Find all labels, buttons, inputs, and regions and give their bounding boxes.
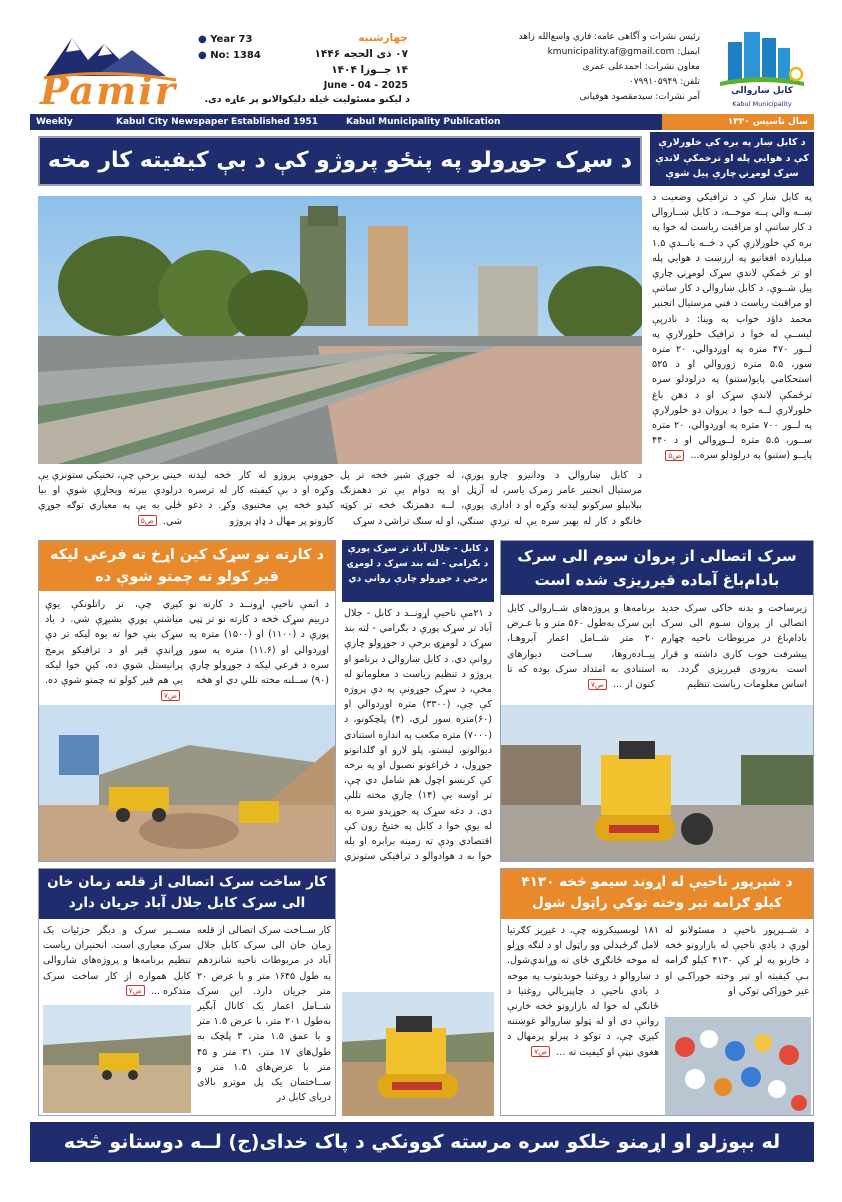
date-gregorian: June - 04 - 2025	[323, 80, 408, 91]
bagrami-headline: د کابل - جلال آباد تر سړک پورې د بګرامي - لته بند سړک د لومړۍ برخې د جوړولو چارې روانې دي	[342, 540, 494, 602]
bagrami-continued	[342, 868, 494, 1116]
staff-line: معاون نشرات: احمدعلی عمری	[582, 62, 700, 72]
parwan-col-left: برنامه‌ها و پروژه‌های شــاروالی کابل این سرک به‌طول ۵۶۰ متر و با عـرض ۲۰ متر شــامل اعمار آبروهـا، پیــاده‌روها، ســاخت دیوارهای استنادی به امتداد سرک بوده که تا کنون از ... ص۷	[507, 603, 655, 691]
qala-zaman-story	[38, 868, 336, 1116]
roller-photo	[342, 992, 494, 1116]
kart3-story	[38, 540, 336, 862]
staff-line: آمر نشرات: سیدمقصود هوفیانی	[579, 92, 700, 102]
staff-list	[490, 30, 700, 105]
shirpur-story	[500, 868, 814, 1116]
page-ref: ص۷	[161, 690, 180, 701]
lead-headline-text: د سړک جوړولو په پنځو پروژو کې د بې کیفیته کار مخه	[47, 148, 633, 173]
staff-line: رئیس نشرات و آگاهی عامه: قاري واسع‌الله زاهد	[518, 32, 700, 42]
page-ref: ص۵	[138, 515, 157, 526]
staff-line: تلفن: ۰۷۹۹۱۰۵۹۴۹	[628, 77, 700, 87]
shirpur-intro: د شــېرپور ناحیې د مسئولانو له لورې د یادې ناحیې له بازارونو څخه د څارنو په لړ کې ۴۱۳۰ کیلو ګرامه بـې کیفیته او تېر وخته خوراکـي او غیر خوراکي توکي او	[665, 925, 809, 997]
kart3-headline: د کارته نو سړک کین اړخ ته فرعي لیکه قیر کولو ته چمتو شوې ده	[39, 541, 335, 591]
parwan-headline: سرک اتصالی از پروان سوم الی سرک بادام‌باغ آماده قیرریزی شده است	[501, 541, 813, 595]
roller-on-road-image	[501, 705, 813, 861]
band-founding-year: سال تاسیس ۱۳۳۰	[662, 114, 814, 130]
pamir-wordmark: Pamir	[40, 68, 177, 113]
bagrami-text: د ۲۱مې ناحیې اړونــد د کابل - جلال آباد تر سړک پورې د بګرامي - لته بند سړک د لومړۍ برخې د جوړولو چارې روانې دي. د کابل ښاروالۍ د برنامو او پروژو د تنظیم ریاست د معلوماتو له مخې، د سړک جوړونې په دې پروژه کې چې، (۳۳۰۰) متره اوږدوالي او (۶۰)متره سور لري، (۴) پلچکونو، د (۷۰۰۰) متره مکعب په اندازه استنادي دیوالونو، لیښتو، پلو لارو او ګلدانونو جوړول، د ځراغونو نصبول او په برخه کې کربښو اچول هم شامل دي چې، تر اوسه یې (۱۴) چارې مخته تللې دي. د دغه سړک په جوړېدو سره به له یوې خوا د کابل په ختیځ زون کې اقتصادي ودې ته زمینه برابره او بله خوا به د هوادوالو د ترافیکي ستونزې	[344, 608, 492, 862]
year-label: ● Year 73	[198, 34, 253, 45]
kart3-col-right: د اتمې ناحیې اړونــد د کارته نو دريیم سړک څخه د کارته نو تر ټپي پورې د (۱۱۰۰) او (۱۵۰۰) متره په اوږدوالي او (۱۱.۶) متره په سور سره د فرعي لیکه د جوړولو چارې (۹۰) ســلنه مخته تللي دي او هڅه	[189, 599, 329, 687]
page-ref: ص۷	[588, 679, 607, 690]
qala-zaman-col-right: مســیر سرک و دیگر جزئیات یک سرک معیاری است. انجنیران ریاست تنظیم برنامه‌ها و پروژه‌های شاروالی کابل همواره از کار ساخت سرک متذکره ... ص۷	[43, 925, 191, 997]
band-established: Kabul City Newspaper Established 1951	[116, 117, 319, 127]
lead-col-4	[38, 468, 182, 530]
municipality-logo	[714, 24, 810, 112]
kart3-photo	[39, 705, 335, 861]
sidebar-headline: د کابل ښار په بره کې خلورلارې کې د هوایي پله او ترخمکې لاندې سړک لومړنۍ چارې پیل شوې	[650, 132, 814, 186]
issue-info	[198, 32, 288, 64]
responsibility-note: د لیکنو مسئولیت ځیله دلیکوالانو پر غاړه دی.	[204, 94, 410, 105]
date-block	[288, 30, 408, 94]
page-ref: ص۷	[126, 985, 145, 996]
staff-line: ایمیل: kmunicipality.af@gmail.com	[547, 47, 700, 57]
parwan-col-right: زیرساخت و بدنه خاکی سرک جدید اتصالی از پروان سـوم الی سرک بادام‌باغ در مربوطات ناحیه چهارم پیشرفت خوب کاری داشته و قرار است به‌زودی قیرریزی گردد. به اساس معلومات ریاست تنظیم	[661, 603, 807, 691]
lead-col-4-text: خیني برخې چې، تخنیکي ستونزې یې درلودې بیرته ویجاړې شوې او بیا ځلي به یې په معیاري توګه جوړې شي.	[38, 470, 182, 527]
municipality-label-en: Kabul Municipality	[732, 100, 792, 108]
lead-photo	[38, 196, 642, 464]
grader-construction-image	[39, 705, 335, 861]
masthead	[30, 24, 814, 116]
lead-col-1: د کابل ښاروالۍ د ودانیزو چارو مرستیال انجنیر عامر زمرک یاسر، له بېلابېلو سرکونو لیدنه وکړه او د اداری څانګو د کار له بهیر سره یې له نږدې	[490, 470, 642, 527]
band-publication: Kabul Municipality Publication	[346, 117, 501, 127]
parwan-photo	[501, 705, 813, 861]
day-name: چهارشنبه	[358, 32, 408, 44]
municipality-label: کابل ښاروالی	[731, 86, 793, 96]
sidebar-story	[650, 132, 814, 532]
parwan-story	[500, 540, 814, 862]
lead-headline	[38, 136, 642, 186]
qala-zaman-headline: کار ساخت سرک اتصالی از قلعه زمان خان الی سرک کابل جلال آباد جریان دارد	[39, 869, 335, 919]
date-shamsi: ۱۴ جــوزا ۱۴۰۴	[331, 64, 408, 76]
road-scene-image	[38, 196, 642, 464]
expired-goods-image	[665, 1017, 811, 1115]
qala-zaman-col-left: کار ســاخت سرک اتصالی از قلعه زمان خان الی سرک کابل جلال آباد در مربوطات ناحیه شانزدهم به طول ۱۶۴۵ متر و با عرض ۲۰ متر جریان دارد. این سرک شــامل اعمار یک کانال آبگیر به‌طول ۲۰۱ متر، با عرض ۱.۵ متر و با عمق ۱.۵ متر، ۳ پلچک به طول‌های ۱۷ متر، ۳۱ متر و ۴۵ متر با عرض‌های ۱.۵ متر و ســاختمان یک پل موترو بالای دریای کابل در	[197, 925, 331, 1104]
shirpur-headline: د شېرپور ناحیې له اړوند سیمو څخه ۴۱۳۰ کیلو ګرامه تېر وخته توکي راټول شول	[501, 869, 813, 919]
page-ref: ص۷	[531, 1046, 550, 1057]
bagrami-story	[342, 540, 494, 862]
city-buildings-icon	[714, 24, 810, 90]
issue-number: ● No: 1384	[198, 50, 261, 61]
footer-slogan: له بېوزلو او اړمنو خلکو سره مرسته کوونکي د پاک خدای(ج) لــه دوستانو څخه شمېرل کیږي	[30, 1122, 814, 1162]
shirpur-photo	[665, 1017, 811, 1115]
band-weekly: Weekly	[36, 117, 73, 127]
lead-col-2: پورې، له جوړې شېږ څخه تر پل آرټل او په دوام یې تر دهمزنګ پورې، لــه دهمزنګ څخه تر کوټه سنګي، او له سنګ تراشۍ د سړک	[340, 470, 484, 527]
lead-col-3: جوړونې پروژو له کار څخه لیدنه وکړه او د بې کیفیته کار له ترسره کېدو څخه یې مخنیوی وکړ. د دغو کارونو پر مهال د ډاډ پروژو	[188, 470, 334, 527]
page-ref: ص۵	[665, 450, 684, 461]
kart3-col-left: کېږي چې، تر راتلونکې یوې میاشتې پورې بشپړې شي. د یاد سړک بنې خوا ته یوه لیکه تر دې وړاندې قیر او د ترافیکو پرمخ پرانیستل شوې ده، کیڼ خوا لیکه یې هم قیر کولو ته چمتو شوې ده. ص۷	[45, 599, 183, 700]
qala-zaman-photo	[43, 1005, 191, 1113]
sidebar-text: په کابل ښار کې د ترافیکي وضعیت د ښــه والي پــه موخــه، د کابل ښــاروالۍ د کار ساتنې او مراقبت ریاست له خوا په بره کې خلورلارې کې د څــه بانــدې ۱.۵ میلیارده افغانیو په ارزښت د هوایي پله او تر ځمکې لاندې سړک لومړنۍ چارې پیل شــوې. د کابل ښاروالۍ د کار ساتنې او مراقبت ریاست د فني مرستیال انجنیر محمد داؤد خواب په وینا: د نادرپې لیســې له خوا د ترافیک خلورلارې په لــور ۴۷۰ متره په اوږدوالي، ۲۰ متره سور، ۵.۵ متره ژوروالي او د ۵۲۵ استحکامي پایو(ستنو) په درلودلو سره ترځمکې لاندې سړک او د دهن باغ خلورلارې لــه خوا د پروان دو خلورلارې په لــور ۷۰۰ متره په اوږدوالي، ۲۰ متره ســور، ۵.۵ متره لــوړوالي او د ۴۴۰ پایــو (ستنو) په درلودلو سره... ص۵	[652, 192, 812, 462]
shirpur-text: ۱۸۱ لوبسپیکرونه چې، د غیږيز کګرتیا لامل ګرځېدلي وو راټول او د لنګه وړلو له موخه ځانګړي ځای ته وړاندې‌شول. د ښاروالو د روغتیا خونديتوب په موخه د یادې ناحیې د چاپېریالي روغتیا د ځانګې له خوا له بازارونو څخه څارنې روانې دي او له ټولو ښاروالو غوښتنه کېږي چې، د توکو د پېرلو پرمهال د هغوی نېټې او کیفیت ته ... ص۷	[507, 925, 659, 1058]
masthead-band	[30, 114, 814, 130]
pamir-logo	[36, 28, 186, 112]
roller-dirt-image	[342, 992, 494, 1116]
date-qamari: ۰۷ ذی الحجه ۱۴۴۶	[314, 48, 408, 60]
grader-dirt-road-image	[43, 1005, 191, 1113]
